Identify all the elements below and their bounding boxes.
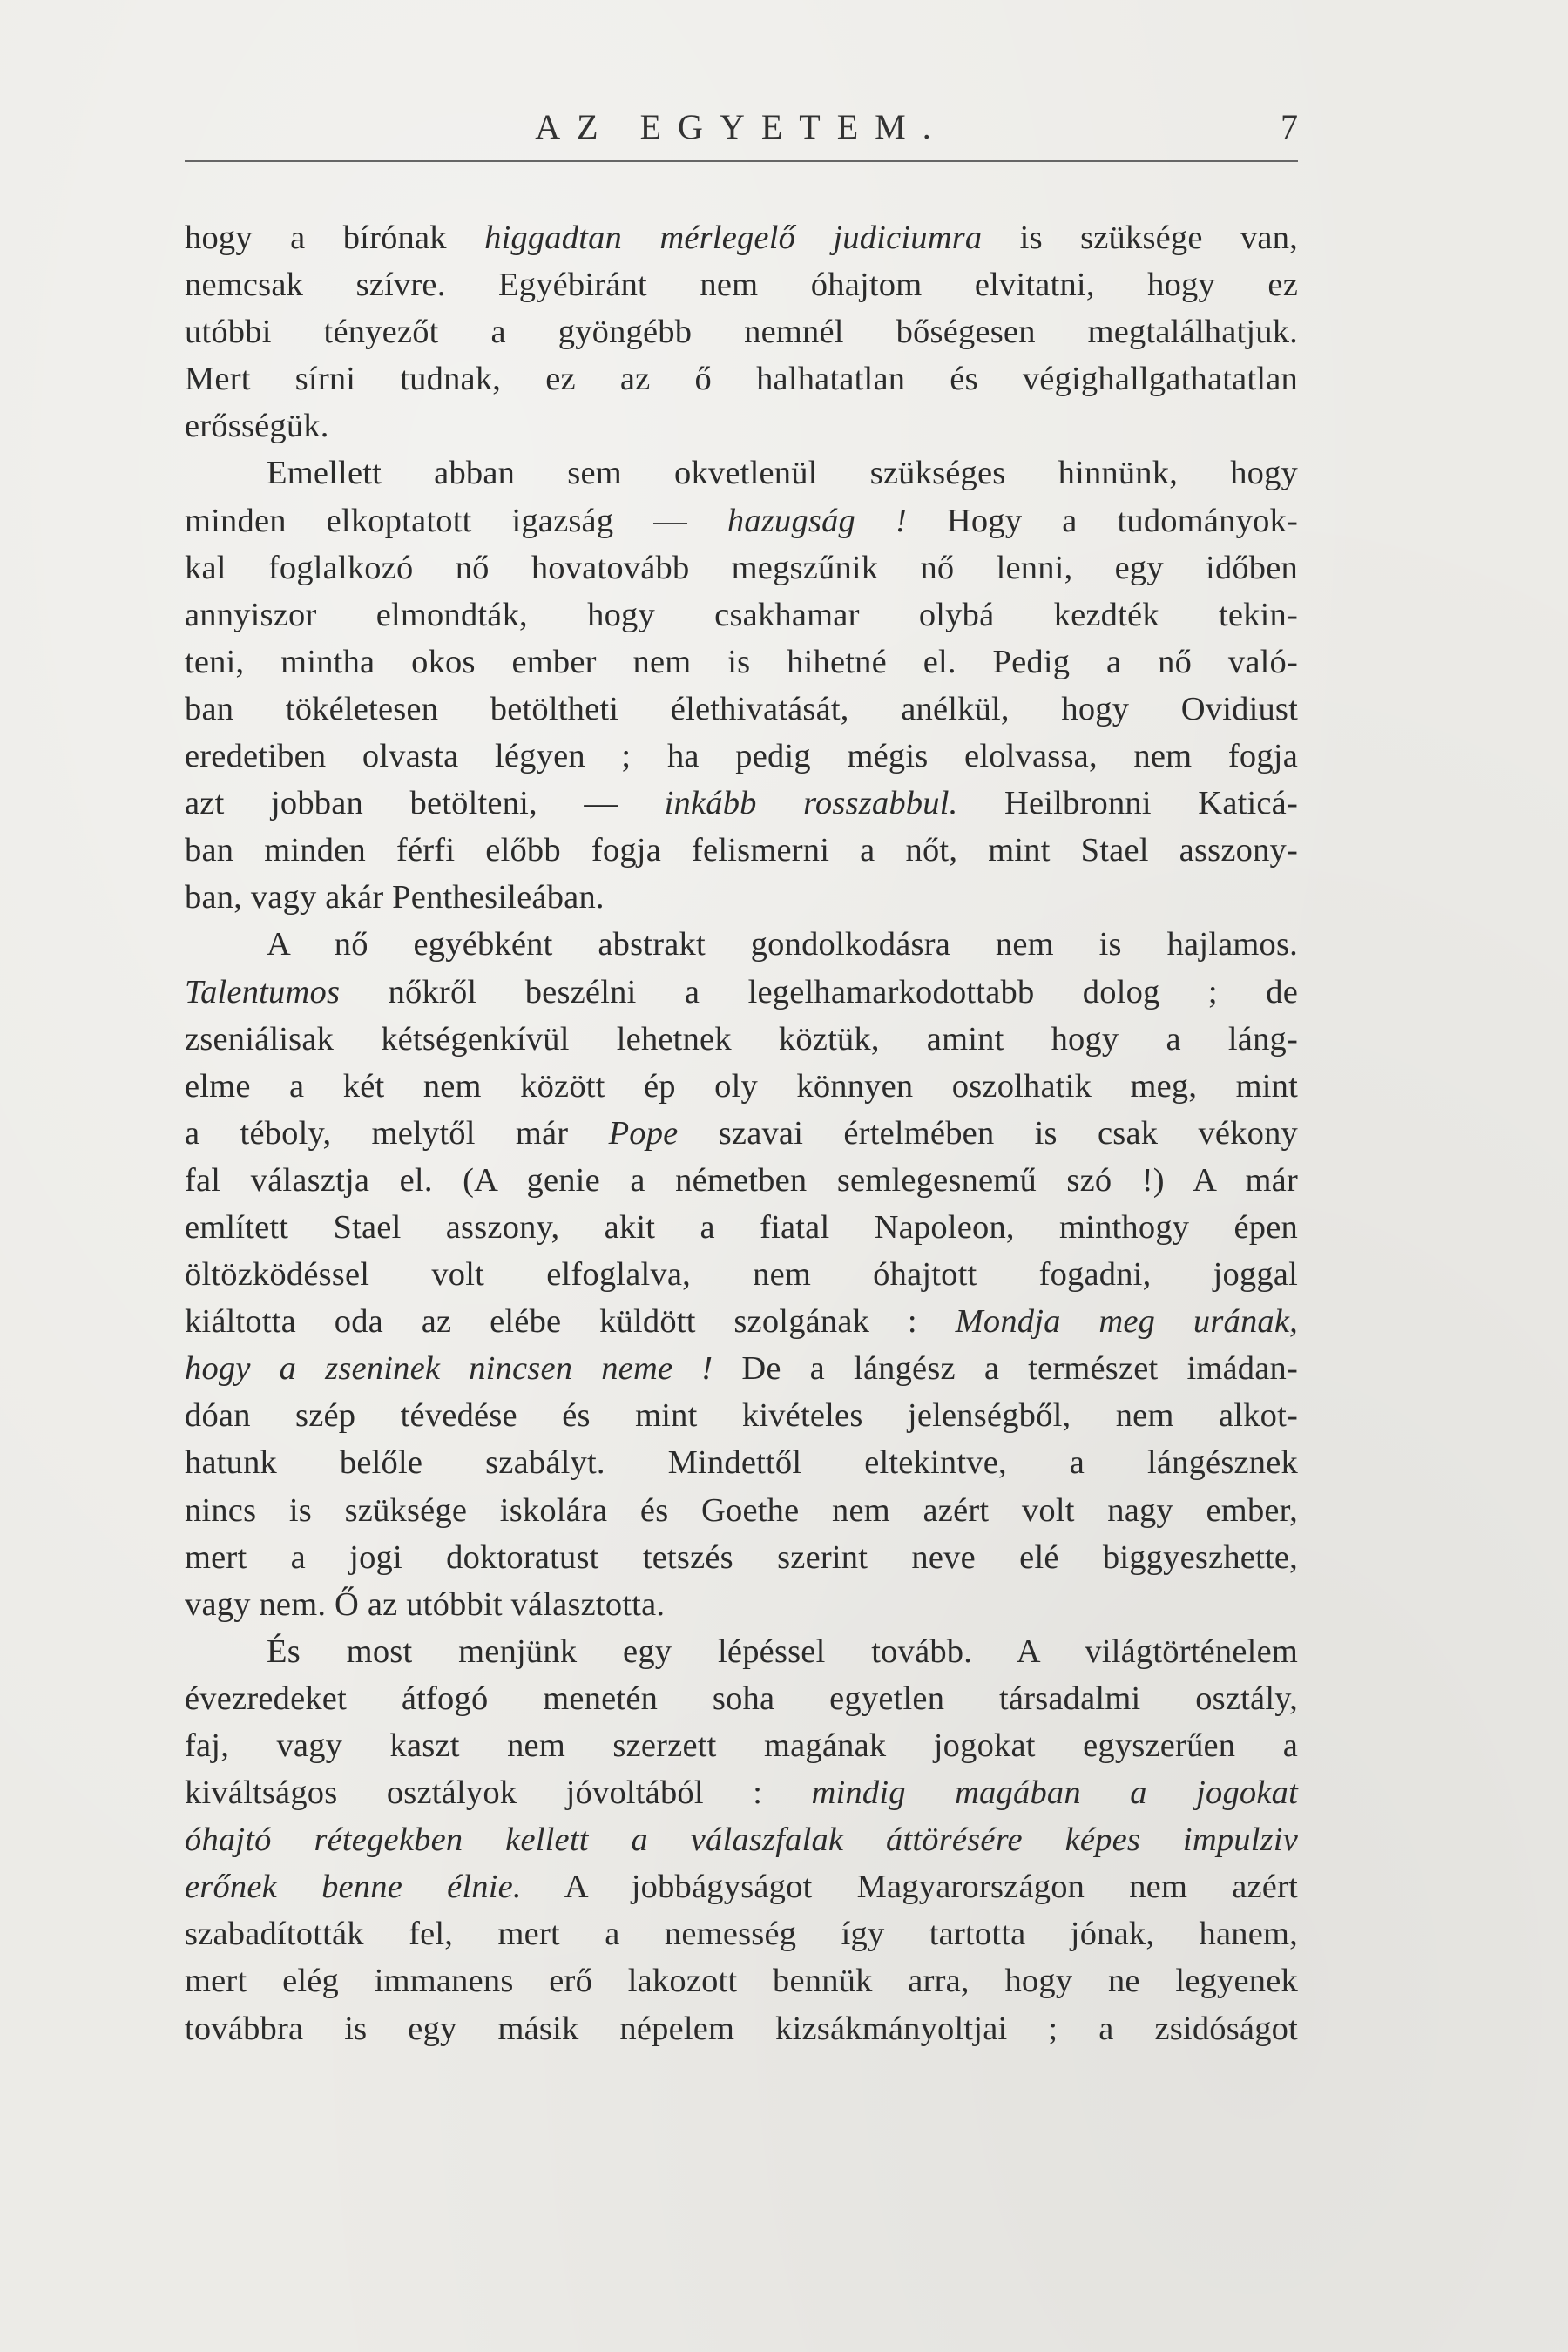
text-line bbox=[185, 544, 1298, 591]
text-line bbox=[185, 639, 1298, 686]
text-segment: De a lángész a természet imádan- bbox=[713, 1350, 1298, 1388]
text-segment: szavai értelmében is csak vékony bbox=[678, 1114, 1298, 1152]
text-segment: Emellett abban sem okvetlenül szükséges hinnünk, hogy bbox=[267, 455, 1298, 492]
text-line bbox=[185, 1816, 1298, 1863]
text-segment: nőkről beszélni a legelhamarkodottabb dolog ; de bbox=[340, 973, 1298, 1010]
text-segment: A nő egyébként abstrakt gondolkodásra nem is hajlamos. bbox=[267, 926, 1298, 963]
text-segment: szabadították fel, mert a nemesség így tartotta jónak, hanem, bbox=[185, 1916, 1298, 1953]
text-segment: továbbra is egy másik népelem kizsákmányoltjai ; a zsidóságot bbox=[185, 2010, 1298, 2047]
text-line bbox=[185, 402, 1298, 449]
text-segment: annyiszor elmondták, hogy csakhamar olybá kezdték tekin- bbox=[185, 596, 1298, 633]
text-line bbox=[185, 1298, 1298, 1345]
text-segment: ban minden férfi előbb fogja felismerni a nőt, mint Stael asszony- bbox=[185, 832, 1298, 869]
text-segment: azt jobban betölteni, — bbox=[185, 785, 665, 822]
text-line bbox=[185, 874, 1298, 921]
italic-text: higgadtan mérlegelő judiciumra bbox=[484, 220, 983, 256]
page-header bbox=[185, 103, 1298, 155]
text-segment: teni, mintha okos ember nem is hihetné el. Pedig a nő való- bbox=[185, 643, 1298, 680]
text-line bbox=[185, 733, 1298, 780]
italic-text: hogy a zseninek nincsen neme ! bbox=[185, 1350, 713, 1388]
text-segment: kiváltságos osztályok jóvoltából : bbox=[185, 1774, 812, 1812]
text-segment: Hogy a tudományok- bbox=[906, 502, 1298, 539]
text-line bbox=[185, 1487, 1298, 1534]
italic-text: óhajtó rétegekben kellett a válaszfalak áttörésére képes impulziv bbox=[185, 1821, 1298, 1859]
text-segment: A jobbágyságot Magyarországon nem azért bbox=[521, 1869, 1298, 1906]
text-line bbox=[185, 308, 1298, 355]
text-segment: És most menjünk egy lépéssel tovább. A világtörténelem bbox=[267, 1632, 1298, 1670]
text-segment: fal választja el. (A genie a németben semlegesnemű szó !) A már bbox=[185, 1161, 1298, 1199]
text-line bbox=[185, 449, 1298, 497]
italic-text: Talentumos bbox=[185, 973, 341, 1010]
text-line bbox=[185, 1769, 1298, 1816]
text-line bbox=[185, 355, 1298, 402]
text-segment: a téboly, melytől már bbox=[185, 1114, 609, 1152]
text-line bbox=[185, 1016, 1298, 1063]
text-line bbox=[185, 214, 1298, 261]
text-line bbox=[185, 1251, 1298, 1298]
body-text bbox=[185, 214, 1298, 2052]
text-line bbox=[185, 1392, 1298, 1439]
header-rule bbox=[185, 160, 1298, 162]
text-segment: nincs is szüksége iskolára és Goethe nem azért volt nagy ember, bbox=[185, 1491, 1298, 1529]
text-line bbox=[185, 497, 1298, 544]
text-segment: elme a két nem között ép oly könnyen oszolhatik meg, mint bbox=[185, 1067, 1298, 1105]
text-segment: is szüksége van, bbox=[982, 220, 1298, 256]
italic-text: erőnek benne élnie. bbox=[185, 1869, 522, 1906]
text-line bbox=[185, 969, 1298, 1016]
text-segment: Heilbronni Katicá- bbox=[957, 785, 1298, 822]
text-segment: erősségük. bbox=[185, 408, 329, 445]
text-line bbox=[185, 2005, 1298, 2052]
text-line bbox=[185, 1628, 1298, 1675]
text-line bbox=[185, 1063, 1298, 1110]
italic-text: mindig magában a jogokat bbox=[811, 1774, 1299, 1812]
text-segment: kiáltotta oda az elébe küldött szolgának : bbox=[185, 1303, 956, 1341]
text-segment: Mert sírni tudnak, ez az ő halhatatlan és végighallgathatatlan bbox=[185, 361, 1298, 398]
text-segment: évezredeket átfogó menetén soha egyetlen társadalmi osztály, bbox=[185, 1680, 1298, 1717]
text-segment: dóan szép tévedése és mint kivételes jelenségből, nem alkot- bbox=[185, 1397, 1298, 1435]
text-segment: említett Stael asszony, akit a fiatal Napoleon, minthogy épen bbox=[185, 1208, 1298, 1246]
text-segment: faj, vagy kaszt nem szerzett magának jogokat egyszerűen a bbox=[185, 1727, 1298, 1764]
running-title: AZ EGYETEM. bbox=[535, 107, 948, 146]
italic-text: Mondja meg urának, bbox=[955, 1303, 1298, 1341]
text-segment: eredetiben olvasta légyen ; ha pedig mégis elolvassa, nem fogja bbox=[185, 738, 1298, 775]
text-line bbox=[185, 780, 1298, 827]
text-line bbox=[185, 1110, 1298, 1157]
text-line bbox=[185, 1204, 1298, 1251]
text-line bbox=[185, 1863, 1298, 1910]
text-segment: mert a jogi doktoratust tetszés szerint neve elé biggyeszhette, bbox=[185, 1538, 1298, 1576]
text-segment: öltözködéssel volt elfoglalva, nem óhajtott fogadni, joggal bbox=[185, 1256, 1298, 1294]
text-line bbox=[185, 1534, 1298, 1581]
page-number: 7 bbox=[1281, 107, 1298, 146]
text-line bbox=[185, 686, 1298, 733]
text-segment: ban, vagy akár Penthesileában. bbox=[185, 879, 605, 916]
text-segment: utóbbi tényezőt a gyöngébb nemnél bőségesen megtalálhatjuk. bbox=[185, 314, 1298, 351]
text-line bbox=[185, 1957, 1298, 2004]
italic-text: Pope bbox=[608, 1114, 679, 1152]
text-line bbox=[185, 827, 1298, 874]
text-line bbox=[185, 1345, 1298, 1392]
text-line bbox=[185, 1722, 1298, 1769]
text-line bbox=[185, 261, 1298, 308]
text-line bbox=[185, 1675, 1298, 1722]
text-segment: ban tökéletesen betöltheti élethivatását, anélkül, hogy Ovidiust bbox=[185, 690, 1298, 727]
text-segment: nemcsak szívre. Egyébiránt nem óhajtom elvitatni, hogy ez bbox=[185, 267, 1298, 304]
text-line bbox=[185, 1157, 1298, 1204]
text-line bbox=[185, 1910, 1298, 1957]
text-line bbox=[185, 1581, 1298, 1628]
text-segment: zseniálisak kétségenkívül lehetnek köztük, amint hogy a láng- bbox=[185, 1020, 1298, 1058]
italic-text: hazugság ! bbox=[727, 502, 907, 539]
text-line bbox=[185, 921, 1298, 968]
text-segment: hogy a bírónak bbox=[185, 220, 485, 256]
text-segment: vagy nem. Ő az utóbbit választotta. bbox=[185, 1585, 666, 1623]
text-segment: hatunk belőle szabályt. Mindettől eltekintve, a lángésznek bbox=[185, 1444, 1298, 1482]
text-line bbox=[185, 1439, 1298, 1486]
text-segment: mert elég immanens erő lakozott bennük arra, hogy ne legyenek bbox=[185, 1963, 1298, 2000]
text-line bbox=[185, 591, 1298, 639]
italic-text: inkább rosszabbul. bbox=[664, 785, 958, 822]
text-segment: minden elkoptatott igazság — bbox=[185, 502, 727, 539]
text-segment: kal foglalkozó nő hovatovább megszűnik nő lenni, egy időben bbox=[185, 549, 1298, 586]
